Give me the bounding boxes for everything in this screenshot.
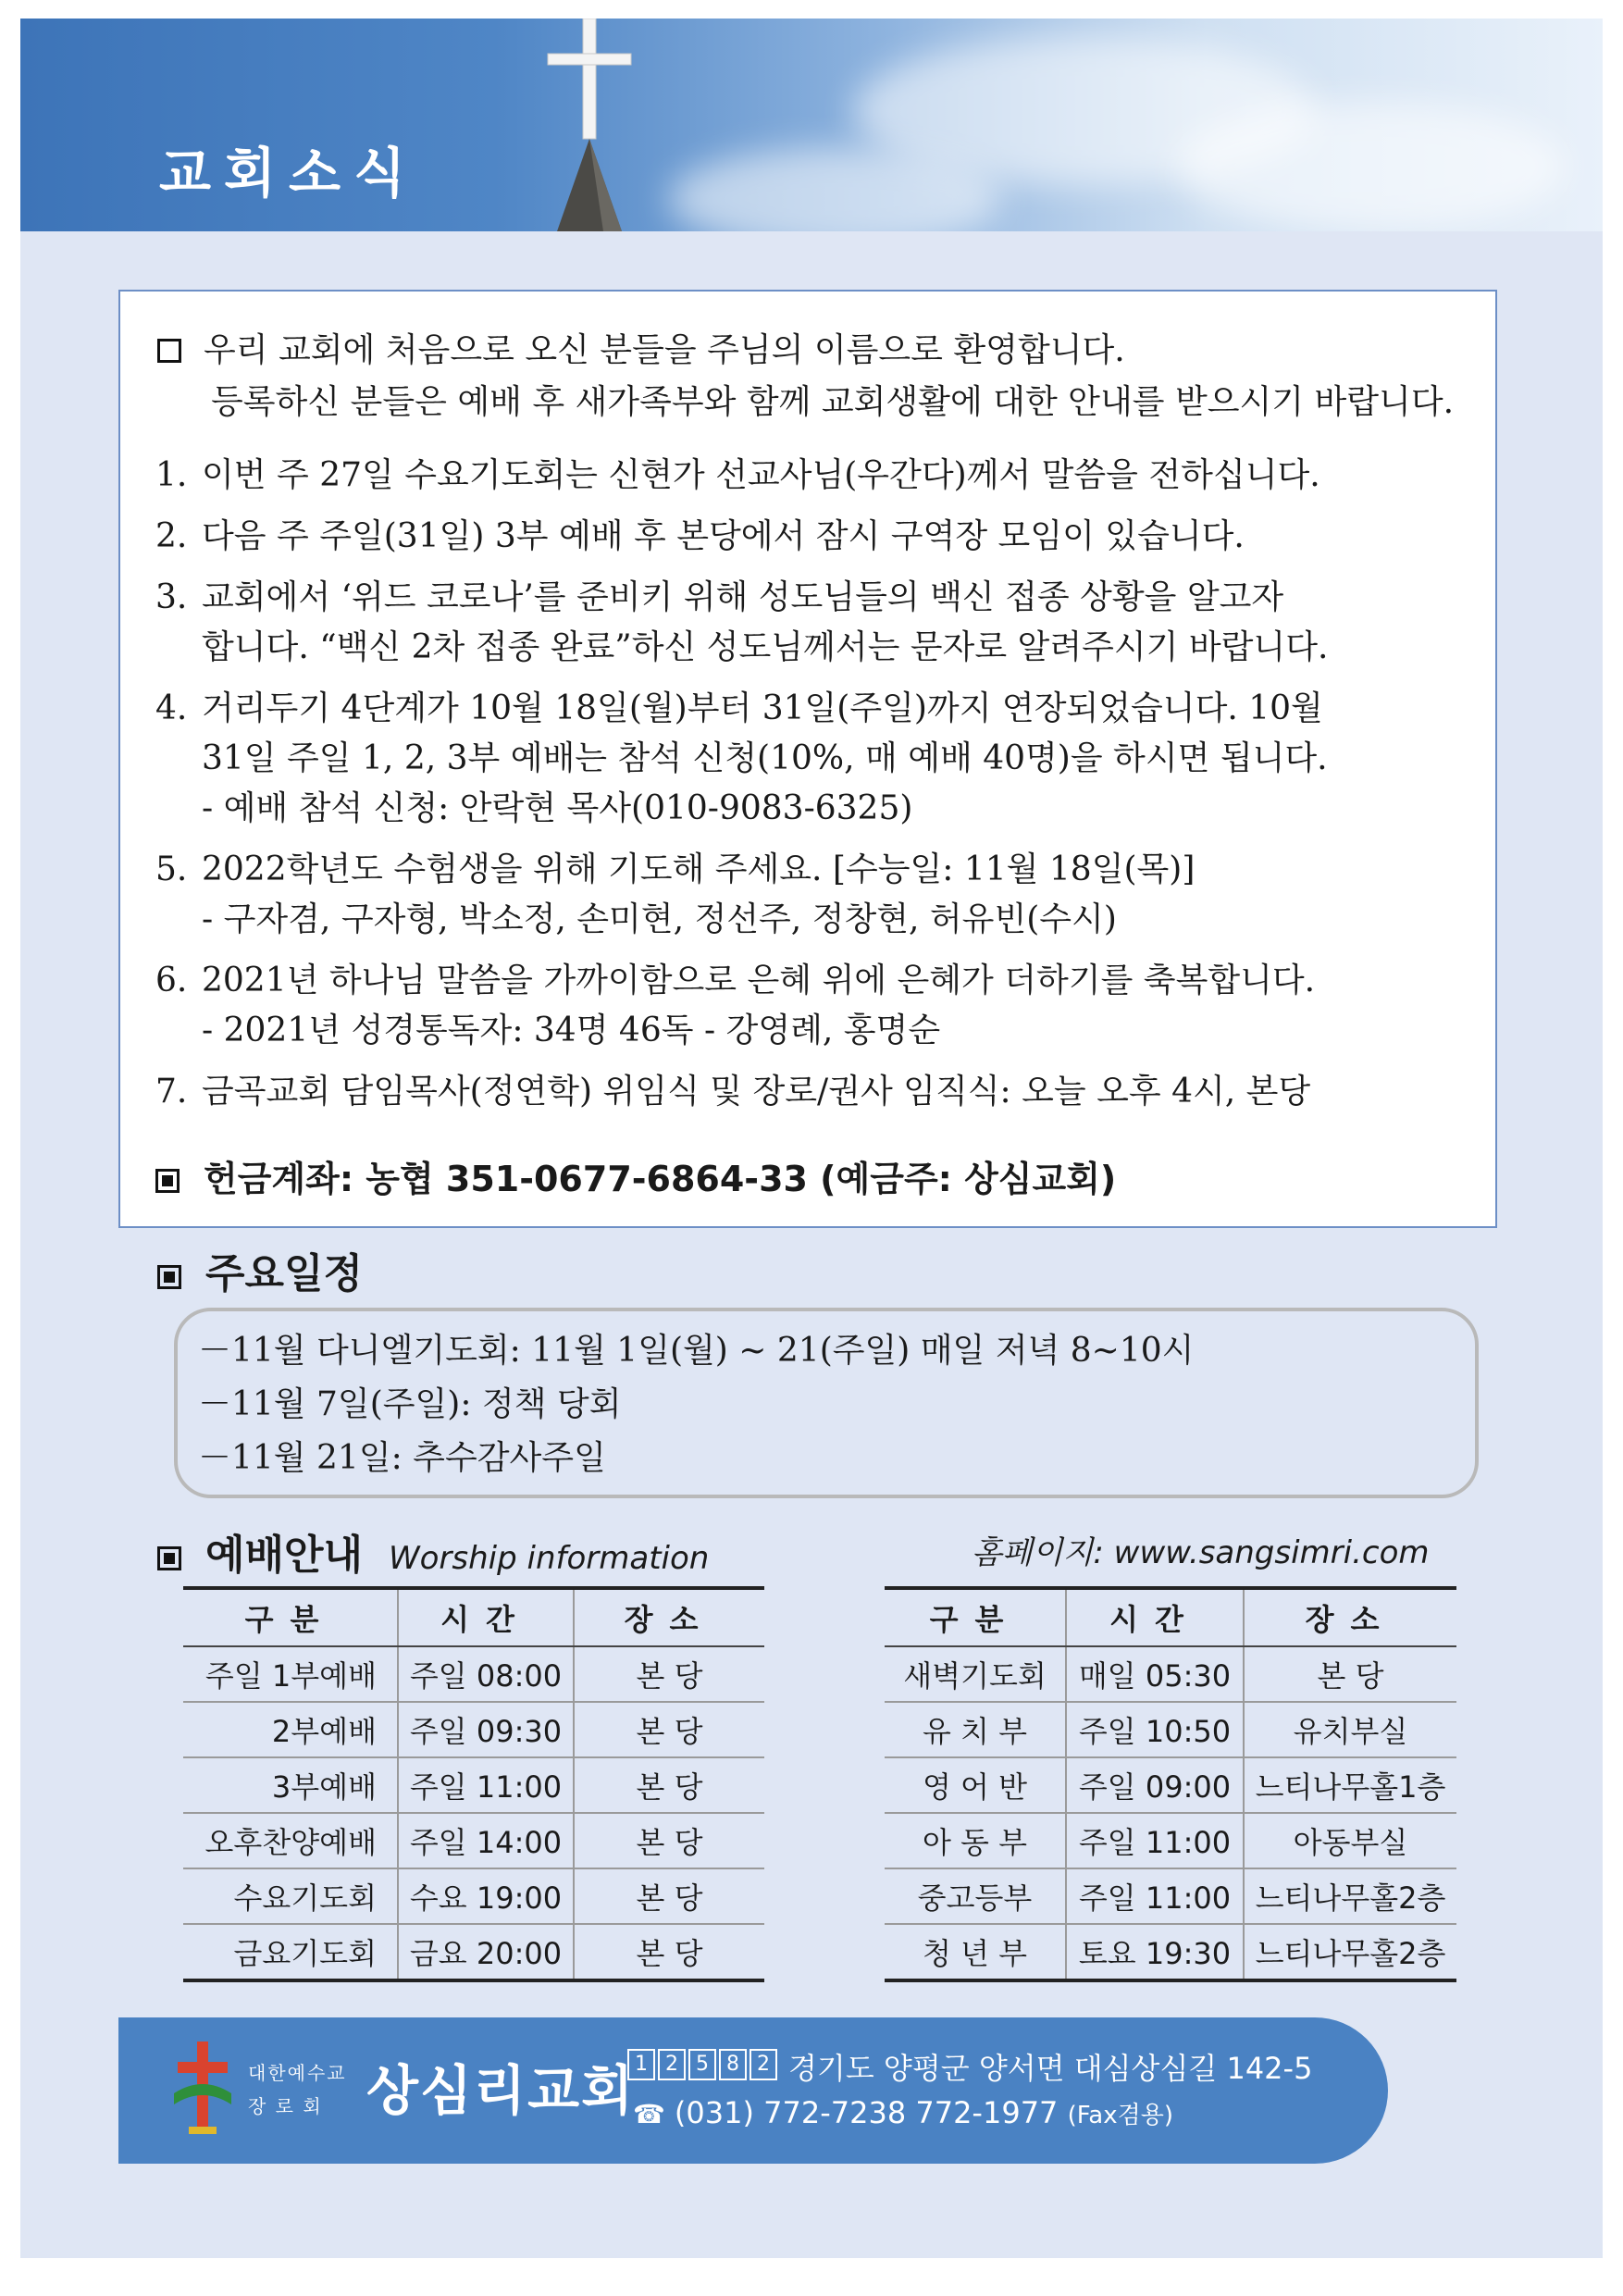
notice-text-continued: 합니다. “백신 2차 접종 완료”하신 성도님께서는 문자로 알려주시기 바랍니다. [202, 628, 1329, 666]
phone-numbers: (031) 772-7238 772-1977 [674, 2095, 1059, 2130]
service-place-cell: 본 당 [574, 1757, 764, 1813]
schedule-item: －11월 다니엘기도회: 11월 1일(월) ~ 21(주일) 매일 저녁 8~10시 [198, 1332, 1195, 1370]
notice-text-continued: - 예배 참석 신청: 안락현 목사(010-9083-6325) [202, 789, 913, 827]
service-name-cell: 금요기도회 [183, 1924, 398, 1980]
notice-number: 4. [155, 689, 188, 727]
notice-text: 교회에서 ‘위드 코로나’를 준비키 위해 성도님들의 백신 접종 상황을 알고자 [202, 578, 1284, 616]
notice-number: 5. [155, 850, 188, 888]
church-logo-icon [170, 2038, 235, 2140]
notice-box [118, 290, 1497, 1228]
table-row [885, 1868, 1456, 1924]
service-place-cell: 느티나무홀1층 [1244, 1757, 1456, 1813]
worship-table-left [183, 1586, 764, 1982]
postal-digit: 5 [688, 2049, 716, 2080]
service-place-cell: 본 당 [574, 1813, 764, 1868]
offering-account [155, 1150, 1116, 1201]
table-row [885, 1757, 1456, 1813]
notice-item [155, 684, 1488, 834]
notice-item [155, 451, 1488, 501]
page-title: 교회소식 [159, 142, 419, 205]
table-row [183, 1702, 764, 1757]
service-time-cell: 주일 09:30 [398, 1702, 574, 1757]
service-name-cell: 3부예배 [183, 1757, 398, 1813]
denomination-line-2: 장 로 회 [248, 2095, 323, 2117]
service-place-cell: 느티나무홀2층 [1244, 1924, 1456, 1980]
service-name-cell: 주일 1부예배 [183, 1646, 398, 1702]
notice-list [155, 451, 1488, 1128]
service-name-cell: 오후찬양예배 [183, 1813, 398, 1868]
church-phone [633, 2095, 1173, 2130]
steeple-cross-icon [502, 19, 724, 231]
table-row [885, 1924, 1456, 1980]
table-row [885, 1646, 1456, 1702]
schedule-heading-text: 주요일정 [205, 1250, 364, 1297]
notice-number: 2. [155, 517, 188, 555]
section-square-icon [155, 1169, 180, 1193]
denomination-line-1: 대한예수교 [248, 2062, 347, 2084]
schedule-item: －11월 7일(주일): 정책 당회 [198, 1385, 622, 1423]
notice-number: 3. [155, 578, 188, 616]
notice-text-continued: - 2021년 성경통독자: 34명 46독 - 강영례, 홍명순 [202, 1011, 941, 1049]
table-row [183, 1757, 764, 1813]
service-time-cell: 매일 05:30 [1066, 1646, 1244, 1702]
notice-item [155, 512, 1488, 562]
worship-heading-text: 예배안내 [205, 1532, 364, 1579]
section-square-icon [157, 1265, 181, 1289]
table-header: 구분 [885, 1588, 1066, 1646]
notice-text: 거리두기 4단계가 10월 18일(월)부터 31일(주일)까지 연장되었습니다. 10월 [202, 689, 1323, 727]
worship-heading [157, 1521, 709, 1581]
service-name-cell: 중고등부 [885, 1868, 1066, 1924]
church-address: 경기도 양평군 양서면 대심상심길 142-5 [788, 2051, 1313, 2086]
notice-number: 6. [155, 962, 188, 999]
notice-text: 2021년 하나님 말씀을 가까이함으로 은혜 위에 은혜가 더하기를 축복합니다. [202, 962, 1316, 999]
schedule-item: －11월 21일: 추수감사주일 [198, 1439, 606, 1477]
service-name-cell: 새벽기도회 [885, 1646, 1066, 1702]
postal-code [627, 2049, 780, 2080]
service-place-cell: 느티나무홀2층 [1244, 1868, 1456, 1924]
notice-number: 7. [155, 1073, 188, 1111]
service-place-cell: 아동부실 [1244, 1813, 1456, 1868]
fax-note: (Fax겸용) [1067, 2102, 1173, 2129]
table-header: 장소 [1244, 1588, 1456, 1646]
schedule-heading [157, 1240, 363, 1299]
service-name-cell: 영 어 반 [885, 1757, 1066, 1813]
worship-table-right [885, 1586, 1456, 1982]
church-name: 상심리교회 [366, 2059, 636, 2122]
section-square-icon [157, 1546, 181, 1570]
notice-item [155, 956, 1488, 1056]
service-time-cell: 토요 19:30 [1066, 1924, 1244, 1980]
welcome-message [157, 325, 1454, 428]
postal-digit: 2 [658, 2049, 686, 2080]
table-row [885, 1813, 1456, 1868]
footer-banner [118, 2017, 1388, 2164]
checkbox-bullet-icon [157, 339, 181, 363]
service-time-cell: 주일 11:00 [398, 1757, 574, 1813]
notice-text: 금곡교회 담임목사(정연학) 위임식 및 장로/권사 임직식: 오늘 오후 4시, 본당 [202, 1073, 1311, 1111]
notice-item [155, 1067, 1488, 1117]
service-name-cell: 수요기도회 [183, 1868, 398, 1924]
service-time-cell: 주일 09:00 [1066, 1757, 1244, 1813]
service-name-cell: 청 년 부 [885, 1924, 1066, 1980]
table-header: 장소 [574, 1588, 764, 1646]
table-row [183, 1813, 764, 1868]
service-name-cell: 2부예배 [183, 1702, 398, 1757]
postal-digit: 2 [750, 2049, 777, 2080]
service-time-cell: 주일 11:00 [1066, 1868, 1244, 1924]
table-header: 구분 [183, 1588, 398, 1646]
table-row [885, 1702, 1456, 1757]
table-header: 시간 [398, 1588, 574, 1646]
service-time-cell: 주일 08:00 [398, 1646, 574, 1702]
service-time-cell: 금요 20:00 [398, 1924, 574, 1980]
notice-item [155, 573, 1488, 673]
notice-number: 1. [155, 456, 188, 494]
denomination-label [248, 2056, 347, 2123]
service-place-cell: 본 당 [574, 1702, 764, 1757]
notice-text-continued: 31일 주일 1, 2, 3부 예배는 참석 신청(10%, 매 예배 40명)을 하시면 됩니다. [202, 739, 1328, 777]
worship-subtitle: Worship information [389, 1540, 710, 1577]
service-place-cell: 본 당 [574, 1868, 764, 1924]
schedule-box [174, 1308, 1479, 1498]
notice-text: 다음 주 주일(31일) 3부 예배 후 본당에서 잠시 구역장 모임이 있습니다. [202, 517, 1245, 555]
welcome-line-1: 우리 교회에 처음으로 오신 분들을 주님의 이름으로 환영합니다. [204, 331, 1125, 369]
postal-digit: 8 [719, 2049, 747, 2080]
table-row [183, 1646, 764, 1702]
welcome-line-2: 등록하신 분들은 예배 후 새가족부와 함께 교회생활에 대한 안내를 받으시기 바랍니다. [211, 383, 1455, 421]
header-banner [20, 19, 1603, 231]
service-time-cell: 주일 10:50 [1066, 1702, 1244, 1757]
notice-text: 이번 주 27일 수요기도회는 신현가 선교사님(우간다)께서 말씀을 전하십니다. [202, 456, 1320, 494]
homepage-url: 홈페이지: www.sangsimri.com [972, 1534, 1430, 1571]
service-name-cell: 아 동 부 [885, 1813, 1066, 1868]
service-place-cell: 본 당 [574, 1924, 764, 1980]
telephone-icon: ☎ [633, 2099, 665, 2129]
service-name-cell: 유 치 부 [885, 1702, 1066, 1757]
notice-text: 2022학년도 수험생을 위해 기도해 주세요. [수능일: 11월 18일(목)] [202, 850, 1196, 888]
postal-digit: 1 [627, 2049, 655, 2080]
offering-account-text: 헌금계좌: 농협 351-0677-6864-33 (예금주: 상심교회) [204, 1159, 1117, 1199]
service-time-cell: 수요 19:00 [398, 1868, 574, 1924]
service-time-cell: 주일 11:00 [1066, 1813, 1244, 1868]
notice-text-continued: - 구자겸, 구자형, 박소정, 손미현, 정선주, 정창현, 허유빈(수시) [202, 900, 1117, 938]
service-place-cell: 유치부실 [1244, 1702, 1456, 1757]
service-place-cell: 본 당 [1244, 1646, 1456, 1702]
service-place-cell: 본 당 [574, 1646, 764, 1702]
table-header: 시간 [1066, 1588, 1244, 1646]
service-time-cell: 주일 14:00 [398, 1813, 574, 1868]
notice-item [155, 845, 1488, 945]
cloud-decoration [1177, 102, 1566, 231]
table-row [183, 1868, 764, 1924]
table-row [183, 1924, 764, 1980]
